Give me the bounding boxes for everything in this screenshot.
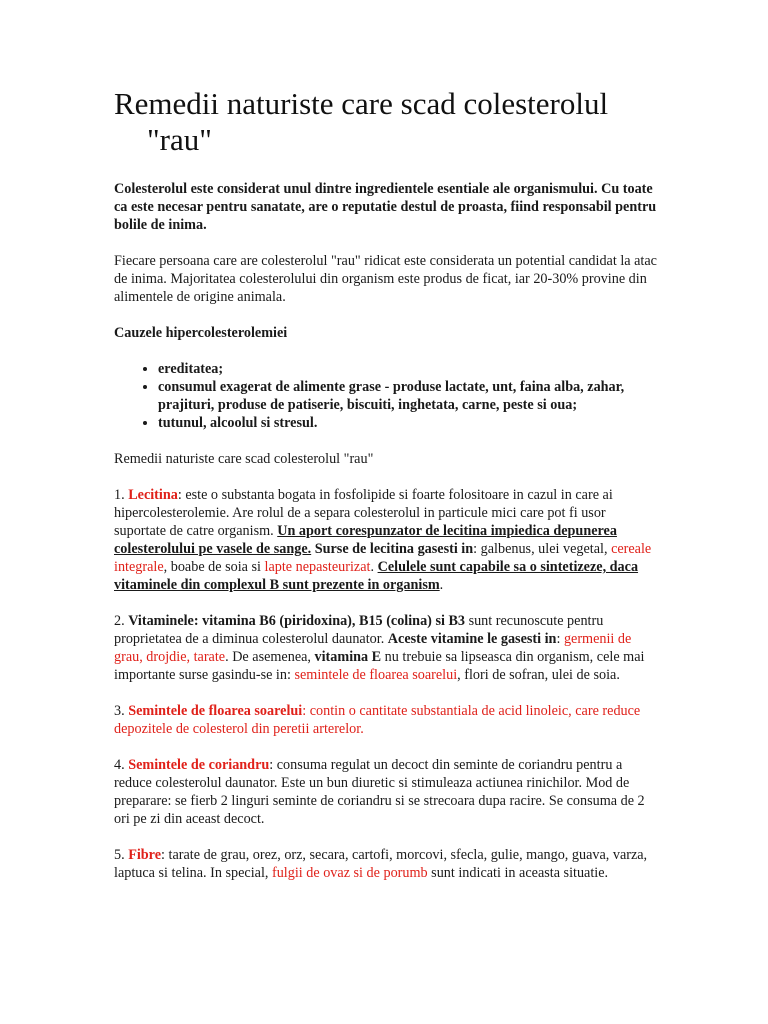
remedy-coriandru [114,756,658,828]
remedy-number: 1. [114,487,129,503]
list-item: • consumul exagerat de alimente grase - produse lactate, unt, faina alba, zahar, prajituri, produse de patiserie, biscuiti, inghetata, carne, peste si oua; [158,378,658,414]
remedy-name: Lecitina [128,487,178,503]
paragraph-candidate: Fiecare persoana care are colesterolul "rau" ridicat este considerata un potential candidat la atac de inima. Majoritatea colesterolului din organism este produs de ficat, iar 20-30% provine din alimentele de origine animala. [114,253,657,305]
remedy-vitamine [114,612,658,684]
causes-list [114,360,658,432]
remedy-text: : contin o cantitate substantiala de acid linoleic, care reduce depozitele de colesterol din peretii arterelor. [114,703,641,737]
remedy-text: : consuma regulat un decoct din seminte de coriandru pentru a reduce colesterolul daunator. Este un bun diuretic si stimuleaza actiunea rinichilor. Mod de preparare: se fierb 2 linguri seminte de coriandru si se strecoara dupa racire. Se consuma de 2 ori pe zi din aceast decoct. [114,757,645,827]
list-item: • tutunul, alcoolul si stresul. [158,414,658,432]
remedy-number: 5. [114,847,129,863]
remedy-number: 3. [114,703,129,719]
underlined-statement: Un aport corespunzator de lecitina impiedica depunerea colesterolului pe vasele de sange. [114,523,617,557]
remedy-number: 2. [114,613,129,629]
remedy-text: : [556,631,564,647]
document-title [114,86,658,158]
bold-text: vitamina E [314,649,382,665]
highlighted-food: lapte nepasteurizat [264,559,371,575]
bold-text: Surse de lecitina gasesti in [311,541,474,557]
highlighted-food: germenii de grau, drojdie, tarate [114,631,632,665]
remedy-floarea-soarelui [114,702,658,738]
remedy-text: , boabe de soia si [163,559,265,575]
remedy-lecitina [114,486,658,594]
remedy-fibre [114,846,658,882]
bold-text: Aceste vitamine le gasesti in [387,631,557,647]
remedy-number: 4. [114,757,129,773]
highlighted-food: semintele de floarea soarelui [294,667,458,683]
highlighted-food: cereale integrale [114,541,652,575]
title-line-2: "rau" [147,122,212,157]
causes-heading: Cauzele hipercolesterolemiei [114,325,288,341]
remedy-text: . [370,559,378,575]
remedy-text: : galbenus, ulei vegetal, [473,541,612,557]
remedy-text: : tarate de grau, orez, orz, secara, cartofi, morcovi, sfecla, gulie, mango, guava, varza, laptuca si telina. In special, [114,847,648,881]
remedy-name: Fibre [128,847,162,863]
highlighted-food: fulgii de ovaz si de porumb [271,865,428,881]
remedy-name: Semintele de floarea soarelui [128,703,303,719]
remedy-text: . [439,577,444,593]
remedy-name: Semintele de coriandru [128,757,270,773]
list-item: • ereditatea; [158,360,658,378]
remedy-name: Vitaminele: vitamina B6 (piridoxina), B15 (colina) si B3 [128,613,466,629]
remedy-text: nu trebuie sa lipseasca din organism, cele mai importante surse gasindu-se in: [114,649,645,683]
intro-paragraph: Colesterolul este considerat unul dintre ingredientele esentiale ale organismului. Cu toate ca este necesar pentru sanatate, are o reputatie destul de proasta, fiind responsabil pentru bolile de inima. [114,181,657,233]
remedies-heading: Remedii naturiste care scad colesterolul "rau" [114,451,374,467]
title-line-1: Remedii naturiste care scad colesterolul [114,86,609,121]
remedy-text: , flori de sofran, ulei de soia. [457,667,620,683]
remedy-text: . De asemenea, [225,649,315,665]
remedy-text: sunt recunoscute pentru proprietatea de a diminua colesterolul daunator. [114,613,604,647]
remedy-text: : este o substanta bogata in fosfolipide si foarte folositoare in cazul in care ai hipercolesterolemie. Are rolul de a separa colesterolul in particule mici care pot fi usor suportate de catre organism. [114,487,613,539]
underlined-statement: Celulele sunt capabile sa o sintetizeze, daca vitaminele din complexul B sunt prezente in organism [114,559,639,593]
remedy-text: sunt indicati in aceasta situatie. [427,865,609,881]
